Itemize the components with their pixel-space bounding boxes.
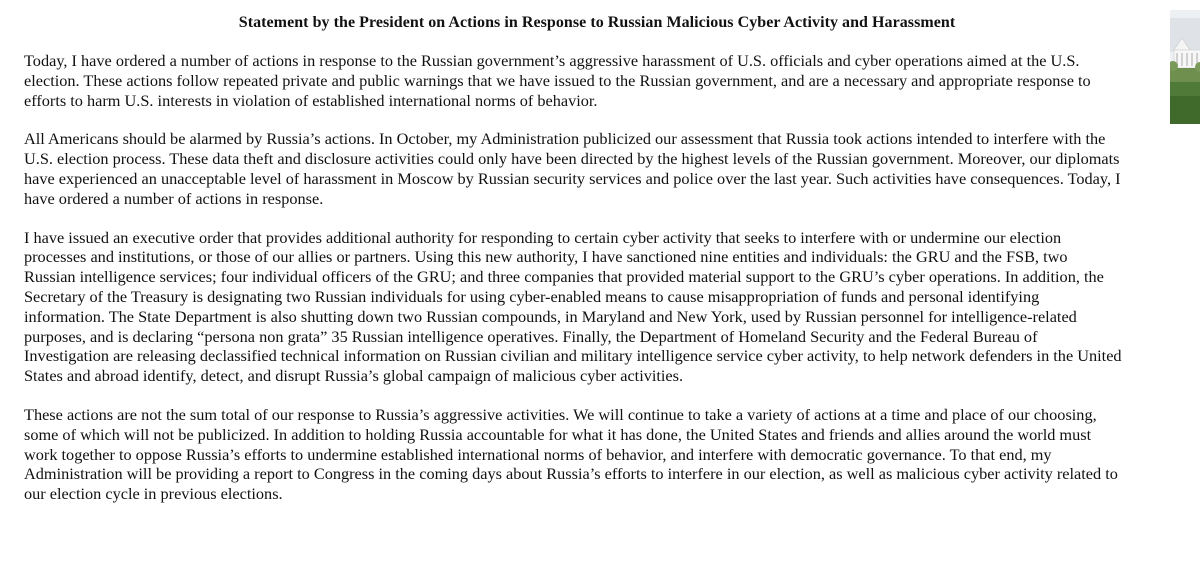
paragraph-1: Today, I have ordered a number of actions in response to the Russian government’s aggressive harassment of U.S. officials and cyber operations aimed at the U.S. election. These actions follow repeated private and public warnings that we have issued to the Russian government, and are a necessary and appropriate response to efforts to harm U.S. interests in violation of established international norms of behavior. — [24, 51, 1091, 110]
paragraph-3: I have issued an executive order that provides additional authority for responding to certain cyber activity that seeks to interfere with or undermine our election processes and institutions, or those of our allies or partners. Using this new authority, I have sanctioned nine entities and individuals: the GRU and the FSB, two Russian intelligence services; four individual officers of the GRU; and three companies that provided material support to the GRU’s cyber operations. In addition, the Secretary of the Treasury is designating two Russian individuals for using cyber-enabled means to cause misappropriation of funds and personal identifying information. The State Department is also shutting down two Russian compounds, in Maryland and New York, used by Russian personnel for intelligence-related purposes, and is declaring “persona non grata” 35 Russian intelligence operatives. Finally, the Department of Homeland Security and the Federal Bureau of Investigation are releasing declassified technical information on Russian civilian and military intelligence service cyber activity, to help network defenders in the United States and abroad identify, detect, and disrupt Russia’s global campaign of malicious cyber activities. — [24, 227, 1122, 386]
white-house-photo-icon — [1170, 10, 1200, 124]
statement-document — [24, 14, 1122, 523]
statement-title: Statement by the President on Actions in Response to Russian Malicious Cyber Activity and Harassment — [238, 14, 956, 31]
paragraph-2: All Americans should be alarmed by Russia’s actions. In October, my Administration publicized our assessment that Russia took actions intended to interfere with the U.S. election process. These data theft and disclosure activities could only have been directed by the highest levels of the Russian government. Moreover, our diplomats have experienced an unacceptable level of harassment in Moscow by Russian security services and police over the last year. Such activities have consequences. Today, I have ordered a number of actions in response. — [24, 129, 1121, 208]
paragraph-4: These actions are not the sum total of our response to Russia’s aggressive activities. We will continue to take a variety of actions at a time and place of our choosing, some of which will not be publicized. In addition to holding Russia accountable for what it has done, the United States and friends and allies around the world must work together to oppose Russia’s efforts to undermine established international norms of behavior, and interfere with democratic governance. To that end, my Administration will be providing a report to Congress in the coming days about Russia’s efforts to interfere in our election, as well as malicious cyber activity related to our election cycle in previous elections. — [24, 404, 1118, 504]
